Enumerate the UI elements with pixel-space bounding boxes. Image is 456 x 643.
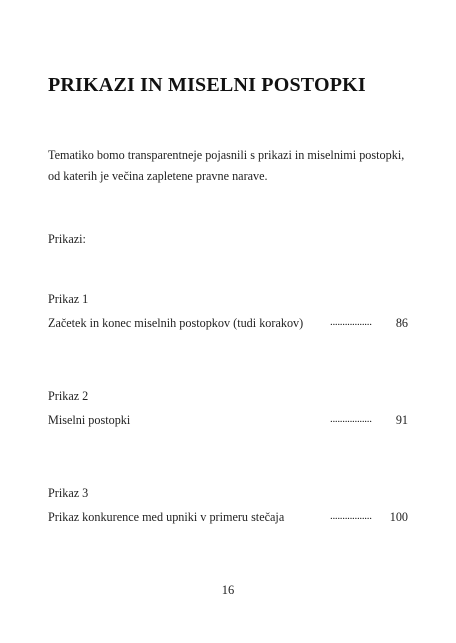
list-label: Prikazi: <box>48 232 86 246</box>
toc-title-1: Začetek in konec miselnih postopkov (tudi korakov) <box>48 316 304 330</box>
intro-paragraph: Tematiko bomo transparentneje pojasnili s prikazi in miselnimi postopki, od katerih je večina zapletene pravne narave. <box>48 148 405 183</box>
page-number: 16 <box>221 583 235 597</box>
entry-label-1: Prikaz 1 <box>48 292 89 306</box>
entry-label-2: Prikaz 2 <box>48 389 89 403</box>
entry-label-3: Prikaz 3 <box>48 486 89 500</box>
toc-page-2: 91 <box>395 413 408 427</box>
toc-page-3: 100 <box>389 510 408 524</box>
toc-leader-3: ................. <box>330 510 372 522</box>
toc-leader-1: ................. <box>330 316 372 328</box>
toc-leader-2: ................. <box>330 413 372 425</box>
toc-title-3: Prikaz konkurence med upniki v primeru stečaja <box>48 510 285 524</box>
toc-page-1: 86 <box>395 316 408 330</box>
toc-title-2: Miselni postopki <box>48 413 131 427</box>
page-title: PRIKAZI IN MISELNI POSTOPKI <box>48 74 366 96</box>
